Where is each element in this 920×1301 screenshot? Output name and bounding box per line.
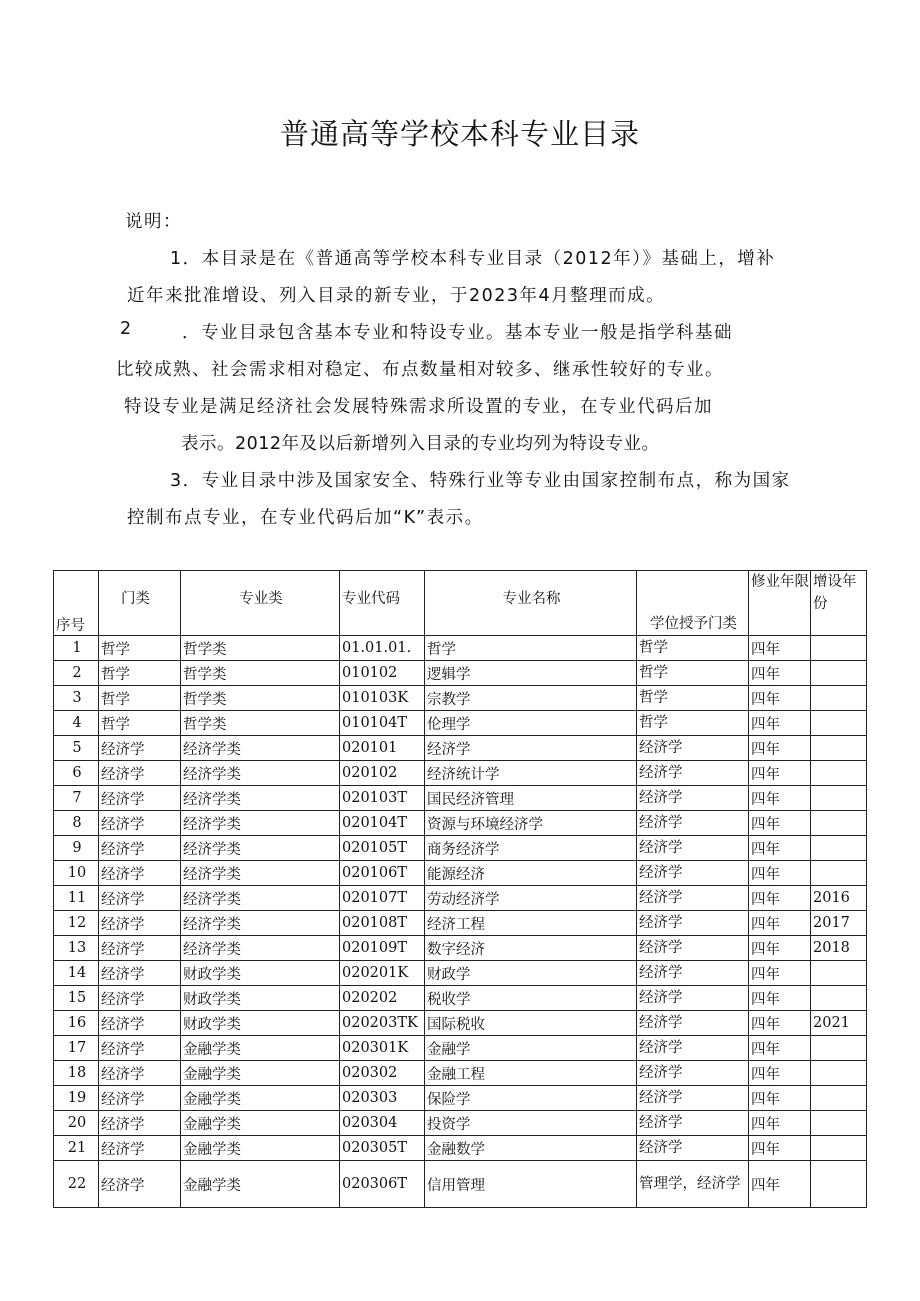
- cell-added: [811, 1036, 867, 1061]
- cell-name: 国民经济管理: [425, 786, 637, 811]
- cell-degree: 经济学: [637, 861, 749, 886]
- table-header-row: [54, 571, 867, 636]
- cell-no: 3: [54, 686, 99, 711]
- cell-class: 经济学类: [181, 761, 340, 786]
- cell-added: [811, 711, 867, 736]
- note-3-line-1: 3．专业目录中涉及国家安全、特殊行业等专业由国家控制布点，称为国家: [170, 471, 791, 491]
- cell-years: 四年: [749, 961, 811, 986]
- cell-added: [811, 761, 867, 786]
- cell-code: 020301K: [340, 1036, 425, 1061]
- table-row: [54, 686, 867, 711]
- cell-no: 22: [54, 1161, 99, 1208]
- cell-class: 金融学类: [181, 1086, 340, 1111]
- cell-name: 数字经济: [425, 936, 637, 961]
- table-row: [54, 736, 867, 761]
- cell-category: 经济学: [99, 886, 181, 911]
- cell-category: 经济学: [99, 911, 181, 936]
- cell-class: 财政学类: [181, 1011, 340, 1036]
- cell-category: 经济学: [99, 786, 181, 811]
- header-degree: 学位授予门类: [637, 571, 749, 636]
- cell-years: 四年: [749, 636, 811, 661]
- cell-years: 四年: [749, 786, 811, 811]
- cell-name: 金融数学: [425, 1136, 637, 1161]
- cell-degree: 经济学: [637, 811, 749, 836]
- cell-code: 020202: [340, 986, 425, 1011]
- note-2-line-3: 特设专业是满足经济社会发展特殊需求所设置的专业，在专业代码后加: [124, 397, 713, 417]
- cell-class: 金融学类: [181, 1161, 340, 1208]
- cell-code: 020105T: [340, 836, 425, 861]
- cell-code: 020103T: [340, 786, 425, 811]
- cell-category: 哲学: [99, 661, 181, 686]
- table-row: [54, 886, 867, 911]
- cell-degree: 经济学: [637, 1061, 749, 1086]
- cell-class: 经济学类: [181, 861, 340, 886]
- note-2-line-4: 表示。2012年及以后新增列入目录的专业均列为特设专业。: [181, 434, 660, 454]
- header-added: 增设年份: [811, 571, 867, 636]
- cell-class: 财政学类: [181, 961, 340, 986]
- cell-no: 1: [54, 636, 99, 661]
- cell-no: 12: [54, 911, 99, 936]
- cell-name: 经济统计学: [425, 761, 637, 786]
- cell-years: 四年: [749, 1111, 811, 1136]
- cell-added: [811, 1111, 867, 1136]
- cell-no: 4: [54, 711, 99, 736]
- cell-category: 哲学: [99, 711, 181, 736]
- cell-code: 020303: [340, 1086, 425, 1111]
- table-row: [54, 1161, 867, 1208]
- cell-years: 四年: [749, 886, 811, 911]
- table-row: [54, 861, 867, 886]
- cell-no: 15: [54, 986, 99, 1011]
- cell-class: 哲学类: [181, 711, 340, 736]
- cell-category: 经济学: [99, 1086, 181, 1111]
- cell-degree: 经济学: [637, 1011, 749, 1036]
- cell-name: 保险学: [425, 1086, 637, 1111]
- cell-no: 2: [54, 661, 99, 686]
- cell-code: 020306T: [340, 1161, 425, 1208]
- cell-years: 四年: [749, 1086, 811, 1111]
- cell-code: 020109T: [340, 936, 425, 961]
- cell-name: 经济工程: [425, 911, 637, 936]
- cell-added: [811, 686, 867, 711]
- cell-name: 能源经济: [425, 861, 637, 886]
- cell-no: 18: [54, 1061, 99, 1086]
- cell-name: 逻辑学: [425, 661, 637, 686]
- cell-category: 经济学: [99, 936, 181, 961]
- cell-years: 四年: [749, 1036, 811, 1061]
- notes-label: 说明：: [125, 212, 182, 232]
- cell-class: 财政学类: [181, 986, 340, 1011]
- cell-category: 经济学: [99, 761, 181, 786]
- cell-name: 税收学: [425, 986, 637, 1011]
- cell-class: 经济学类: [181, 836, 340, 861]
- header-name: 专业名称: [425, 571, 637, 636]
- cell-no: 14: [54, 961, 99, 986]
- cell-name: 国际税收: [425, 1011, 637, 1036]
- cell-degree: 经济学: [637, 1111, 749, 1136]
- cell-years: 四年: [749, 686, 811, 711]
- table-row: [54, 1136, 867, 1161]
- major-catalog-table: [53, 570, 867, 1208]
- cell-no: 11: [54, 886, 99, 911]
- cell-added: [811, 986, 867, 1011]
- table-row: [54, 1036, 867, 1061]
- header-class: 专业类: [181, 571, 340, 636]
- table-row: [54, 1011, 867, 1036]
- note-2-number: 2: [120, 319, 133, 339]
- cell-added: [811, 736, 867, 761]
- cell-class: 经济学类: [181, 786, 340, 811]
- cell-years: 四年: [749, 861, 811, 886]
- cell-no: 20: [54, 1111, 99, 1136]
- cell-name: 商务经济学: [425, 836, 637, 861]
- cell-no: 10: [54, 861, 99, 886]
- cell-code: 020203TK: [340, 1011, 425, 1036]
- cell-category: 经济学: [99, 986, 181, 1011]
- cell-code: 020304: [340, 1111, 425, 1136]
- table-row: [54, 1086, 867, 1111]
- cell-degree: 哲学: [637, 661, 749, 686]
- cell-added: 2016: [811, 886, 867, 911]
- cell-name: 金融工程: [425, 1061, 637, 1086]
- cell-class: 哲学类: [181, 636, 340, 661]
- cell-category: 经济学: [99, 1011, 181, 1036]
- cell-category: 经济学: [99, 861, 181, 886]
- cell-degree: 经济学: [637, 911, 749, 936]
- cell-years: 四年: [749, 836, 811, 861]
- note-1-line-2: 近年来批准增设、列入目录的新专业，于2023年4月整理而成。: [127, 286, 666, 306]
- cell-no: 6: [54, 761, 99, 786]
- cell-category: 经济学: [99, 836, 181, 861]
- cell-years: 四年: [749, 1011, 811, 1036]
- cell-years: 四年: [749, 1136, 811, 1161]
- table-row: [54, 1111, 867, 1136]
- cell-degree: 哲学: [637, 686, 749, 711]
- cell-degree: 经济学: [637, 986, 749, 1011]
- cell-name: 宗教学: [425, 686, 637, 711]
- table-row: [54, 636, 867, 661]
- cell-category: 哲学: [99, 636, 181, 661]
- cell-name: 哲学: [425, 636, 637, 661]
- cell-degree: 经济学: [637, 886, 749, 911]
- cell-code: 020201K: [340, 961, 425, 986]
- cell-code: 020106T: [340, 861, 425, 886]
- cell-degree: 经济学: [637, 961, 749, 986]
- note-2-line-2: 比较成熟、社会需求相对稳定、布点数量相对较多、继承性较好的专业。: [116, 360, 724, 380]
- cell-added: [811, 786, 867, 811]
- cell-years: 四年: [749, 1161, 811, 1208]
- note-3-line-2: 控制布点专业，在专业代码后加“K”表示。: [127, 508, 484, 528]
- cell-class: 经济学类: [181, 886, 340, 911]
- cell-years: 四年: [749, 661, 811, 686]
- cell-added: [811, 811, 867, 836]
- cell-added: [811, 636, 867, 661]
- cell-category: 经济学: [99, 1136, 181, 1161]
- cell-added: [811, 961, 867, 986]
- cell-degree: 管理学，经济学: [637, 1161, 749, 1208]
- cell-years: 四年: [749, 711, 811, 736]
- cell-degree: 哲学: [637, 636, 749, 661]
- cell-degree: 经济学: [637, 1136, 749, 1161]
- table-row: [54, 1061, 867, 1086]
- cell-code: 010102: [340, 661, 425, 686]
- cell-no: 21: [54, 1136, 99, 1161]
- cell-category: 经济学: [99, 736, 181, 761]
- cell-name: 投资学: [425, 1111, 637, 1136]
- cell-no: 7: [54, 786, 99, 811]
- note-2-line-1: ．专业目录包含基本专业和特设专业。基本专业一般是指学科基础: [182, 323, 733, 343]
- cell-class: 经济学类: [181, 736, 340, 761]
- cell-code: 020102: [340, 761, 425, 786]
- cell-name: 金融学: [425, 1036, 637, 1061]
- cell-class: 经济学类: [181, 811, 340, 836]
- cell-no: 19: [54, 1086, 99, 1111]
- cell-added: [811, 1136, 867, 1161]
- cell-added: [811, 1161, 867, 1208]
- cell-name: 劳动经济学: [425, 886, 637, 911]
- cell-name: 伦理学: [425, 711, 637, 736]
- cell-name: 经济学: [425, 736, 637, 761]
- cell-added: [811, 836, 867, 861]
- cell-added: 2021: [811, 1011, 867, 1036]
- table-row: [54, 986, 867, 1011]
- table-row: [54, 711, 867, 736]
- cell-added: [811, 861, 867, 886]
- cell-class: 哲学类: [181, 661, 340, 686]
- cell-code: 020302: [340, 1061, 425, 1086]
- cell-category: 经济学: [99, 1061, 181, 1086]
- cell-name: 财政学: [425, 961, 637, 986]
- table-row: [54, 786, 867, 811]
- cell-years: 四年: [749, 736, 811, 761]
- cell-degree: 经济学: [637, 1036, 749, 1061]
- table-row: [54, 761, 867, 786]
- cell-category: 经济学: [99, 1161, 181, 1208]
- cell-years: 四年: [749, 811, 811, 836]
- table-row: [54, 961, 867, 986]
- table-row: [54, 661, 867, 686]
- cell-no: 8: [54, 811, 99, 836]
- cell-class: 金融学类: [181, 1111, 340, 1136]
- cell-added: [811, 1061, 867, 1086]
- cell-category: 哲学: [99, 686, 181, 711]
- cell-code: 010104T: [340, 711, 425, 736]
- cell-degree: 哲学: [637, 711, 749, 736]
- header-code: 专业代码: [340, 571, 425, 636]
- table-row: [54, 811, 867, 836]
- cell-years: 四年: [749, 1061, 811, 1086]
- cell-code: 020104T: [340, 811, 425, 836]
- header-seq: 序号: [54, 571, 99, 636]
- cell-category: 经济学: [99, 1111, 181, 1136]
- cell-degree: 经济学: [637, 786, 749, 811]
- cell-years: 四年: [749, 986, 811, 1011]
- cell-class: 经济学类: [181, 911, 340, 936]
- cell-category: 经济学: [99, 1036, 181, 1061]
- note-1-line-1: 1．本目录是在《普通高等学校本科专业目录（2012年）》基础上，增补: [170, 249, 776, 269]
- cell-class: 经济学类: [181, 936, 340, 961]
- cell-code: 020101: [340, 736, 425, 761]
- cell-degree: 经济学: [637, 836, 749, 861]
- header-category: 门类: [99, 571, 181, 636]
- cell-degree: 经济学: [637, 761, 749, 786]
- cell-name: 信用管理: [425, 1161, 637, 1208]
- cell-no: 17: [54, 1036, 99, 1061]
- cell-class: 哲学类: [181, 686, 340, 711]
- cell-no: 5: [54, 736, 99, 761]
- cell-added: 2017: [811, 911, 867, 936]
- cell-code: 020107T: [340, 886, 425, 911]
- cell-code: 020305T: [340, 1136, 425, 1161]
- cell-years: 四年: [749, 911, 811, 936]
- table-row: [54, 836, 867, 861]
- page-title: 普通高等学校本科专业目录: [279, 117, 640, 151]
- cell-class: 金融学类: [181, 1061, 340, 1086]
- cell-class: 金融学类: [181, 1036, 340, 1061]
- cell-degree: 经济学: [637, 936, 749, 961]
- cell-name: 资源与环境经济学: [425, 811, 637, 836]
- cell-no: 16: [54, 1011, 99, 1036]
- header-years: 修业年限: [749, 571, 811, 636]
- table-row: [54, 936, 867, 961]
- table-row: [54, 911, 867, 936]
- cell-years: 四年: [749, 761, 811, 786]
- cell-code: 020108T: [340, 911, 425, 936]
- cell-no: 9: [54, 836, 99, 861]
- cell-added: 2018: [811, 936, 867, 961]
- cell-added: [811, 1086, 867, 1111]
- cell-no: 13: [54, 936, 99, 961]
- cell-code: 010103K: [340, 686, 425, 711]
- cell-degree: 经济学: [637, 736, 749, 761]
- cell-code: 01.01.01.: [340, 636, 425, 661]
- cell-degree: 经济学: [637, 1086, 749, 1111]
- cell-added: [811, 661, 867, 686]
- cell-category: 经济学: [99, 811, 181, 836]
- cell-class: 金融学类: [181, 1136, 340, 1161]
- cell-category: 经济学: [99, 961, 181, 986]
- cell-years: 四年: [749, 936, 811, 961]
